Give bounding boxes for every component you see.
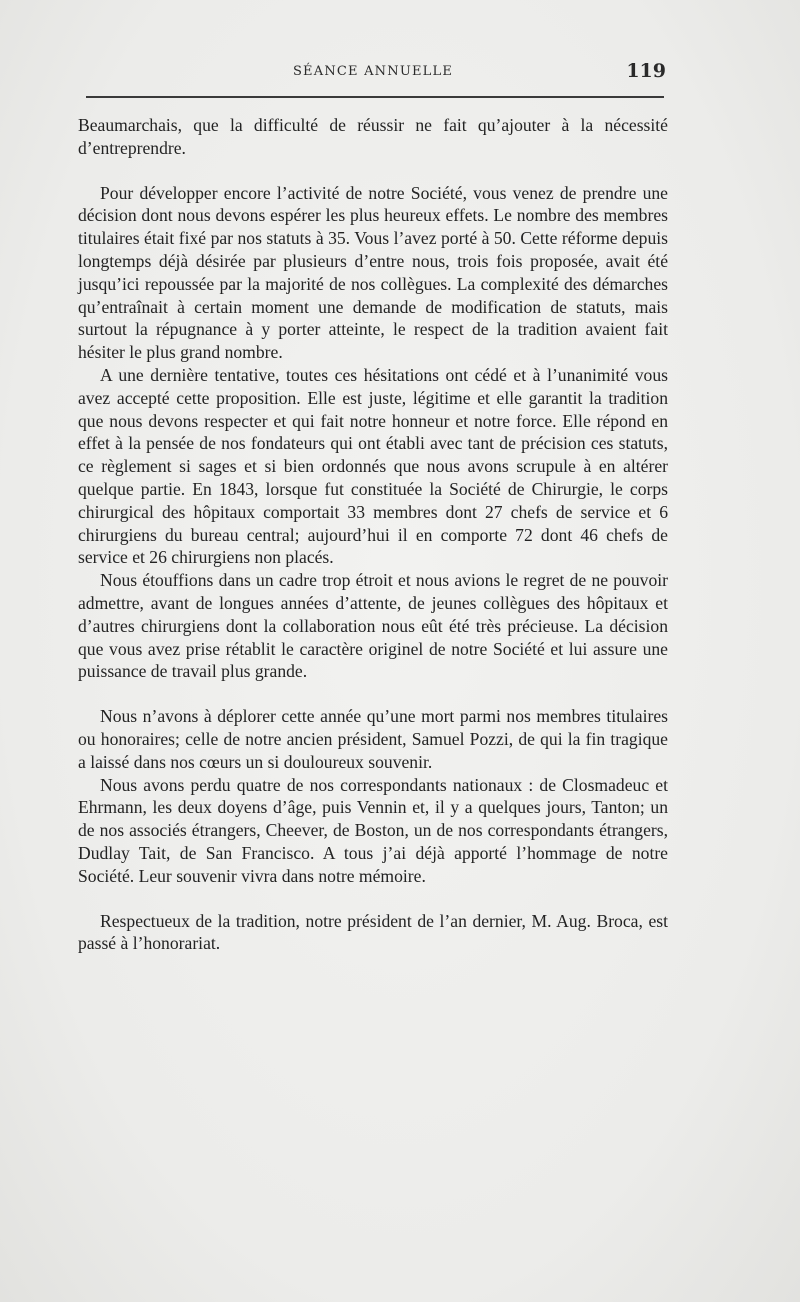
paragraph: Beaumarchais, que la difficulté de réussir ne fait qu’ajouter à la nécessité d’entreprendre. bbox=[78, 115, 668, 158]
paragraph: Nous n’avons à déplorer cette année qu’une mort parmi nos membres titulaires ou honoraires; celle de notre ancien président, Samuel Pozzi, de qui la fin tragique a laissé dans nos cœurs un si douloureux souvenir. bbox=[78, 706, 668, 772]
body-text bbox=[78, 114, 668, 955]
header-rule bbox=[86, 96, 664, 98]
paragraph: Pour développer encore l’activité de notre Société, vous venez de prendre une décision dont nous devons espérer les plus heureux effets. Le nombre des membres titulaires était fixé par nos statuts à 35. Vous l’avez porté à 50. Cette réforme depuis longtemps déjà désirée par plusieurs d’entre nous, trois fois proposée, avait été jusqu’ici repoussée par la majorité de nos collègues. La complexité des démarches qu’entraînait à certain moment une demande de modification de statuts, mais surtout la répugnance à y porter atteinte, le respect de la tradition avaient fait hésiter le plus grand nombre. bbox=[78, 182, 668, 363]
paragraph: Respectueux de la tradition, notre président de l’an dernier, M. Aug. Broca, est passé à l’honorariat. bbox=[78, 910, 668, 954]
page-number: 119 bbox=[626, 60, 666, 82]
page-header bbox=[78, 60, 668, 86]
paragraph: Nous avons perdu quatre de nos correspondants nationaux : de Closmadeuc et Ehrmann, les deux doyens d’âge, puis Vennin et, il y a quelques jours, Tanton; un de nos associés étrangers, Cheever, de Boston, un de nos correspondants étrangers, Dudlay Tait, de San Francisco. A tous j’ai déjà apporté l’hommage de notre Société. Leur souvenir vivra dans notre mémoire. bbox=[78, 774, 668, 886]
paragraph: Nous étouffions dans un cadre trop étroit et nous avions le regret de ne pouvoir admettre, avant de longues années d’attente, de jeunes collègues des hôpitaux et d’autres chirurgiens dont la collaboration nous eût été très précieuse. La décision que vous avez prise rétablit le caractère originel de notre Société et lui assure une puissance de travail plus grande. bbox=[78, 570, 668, 682]
paragraph: A une dernière tentative, toutes ces hésitations ont cédé et à l’unanimité vous avez accepté cette proposition. Elle est juste, légitime et elle garantit la tradition que nous devons respecter et qui fait notre honneur et notre force. Elle répond en effet à la pensée de nos fondateurs qui ont établi avec tant de précision ces statuts, ce règlement si sages et si bien ordonnés que nous avons scrupule à en altérer quelque partie. En 1843, lorsque fut constituée la Société de Chirurgie, le corps chirurgical des hôpitaux comportait 33 membres dont 27 chefs de service et 6 chirurgiens du bureau central; aujourd’hui il en comporte 72 dont 46 chefs de service et 26 chirurgiens non placés. bbox=[78, 364, 668, 568]
running-title: SÉANCE ANNUELLE bbox=[292, 64, 454, 79]
